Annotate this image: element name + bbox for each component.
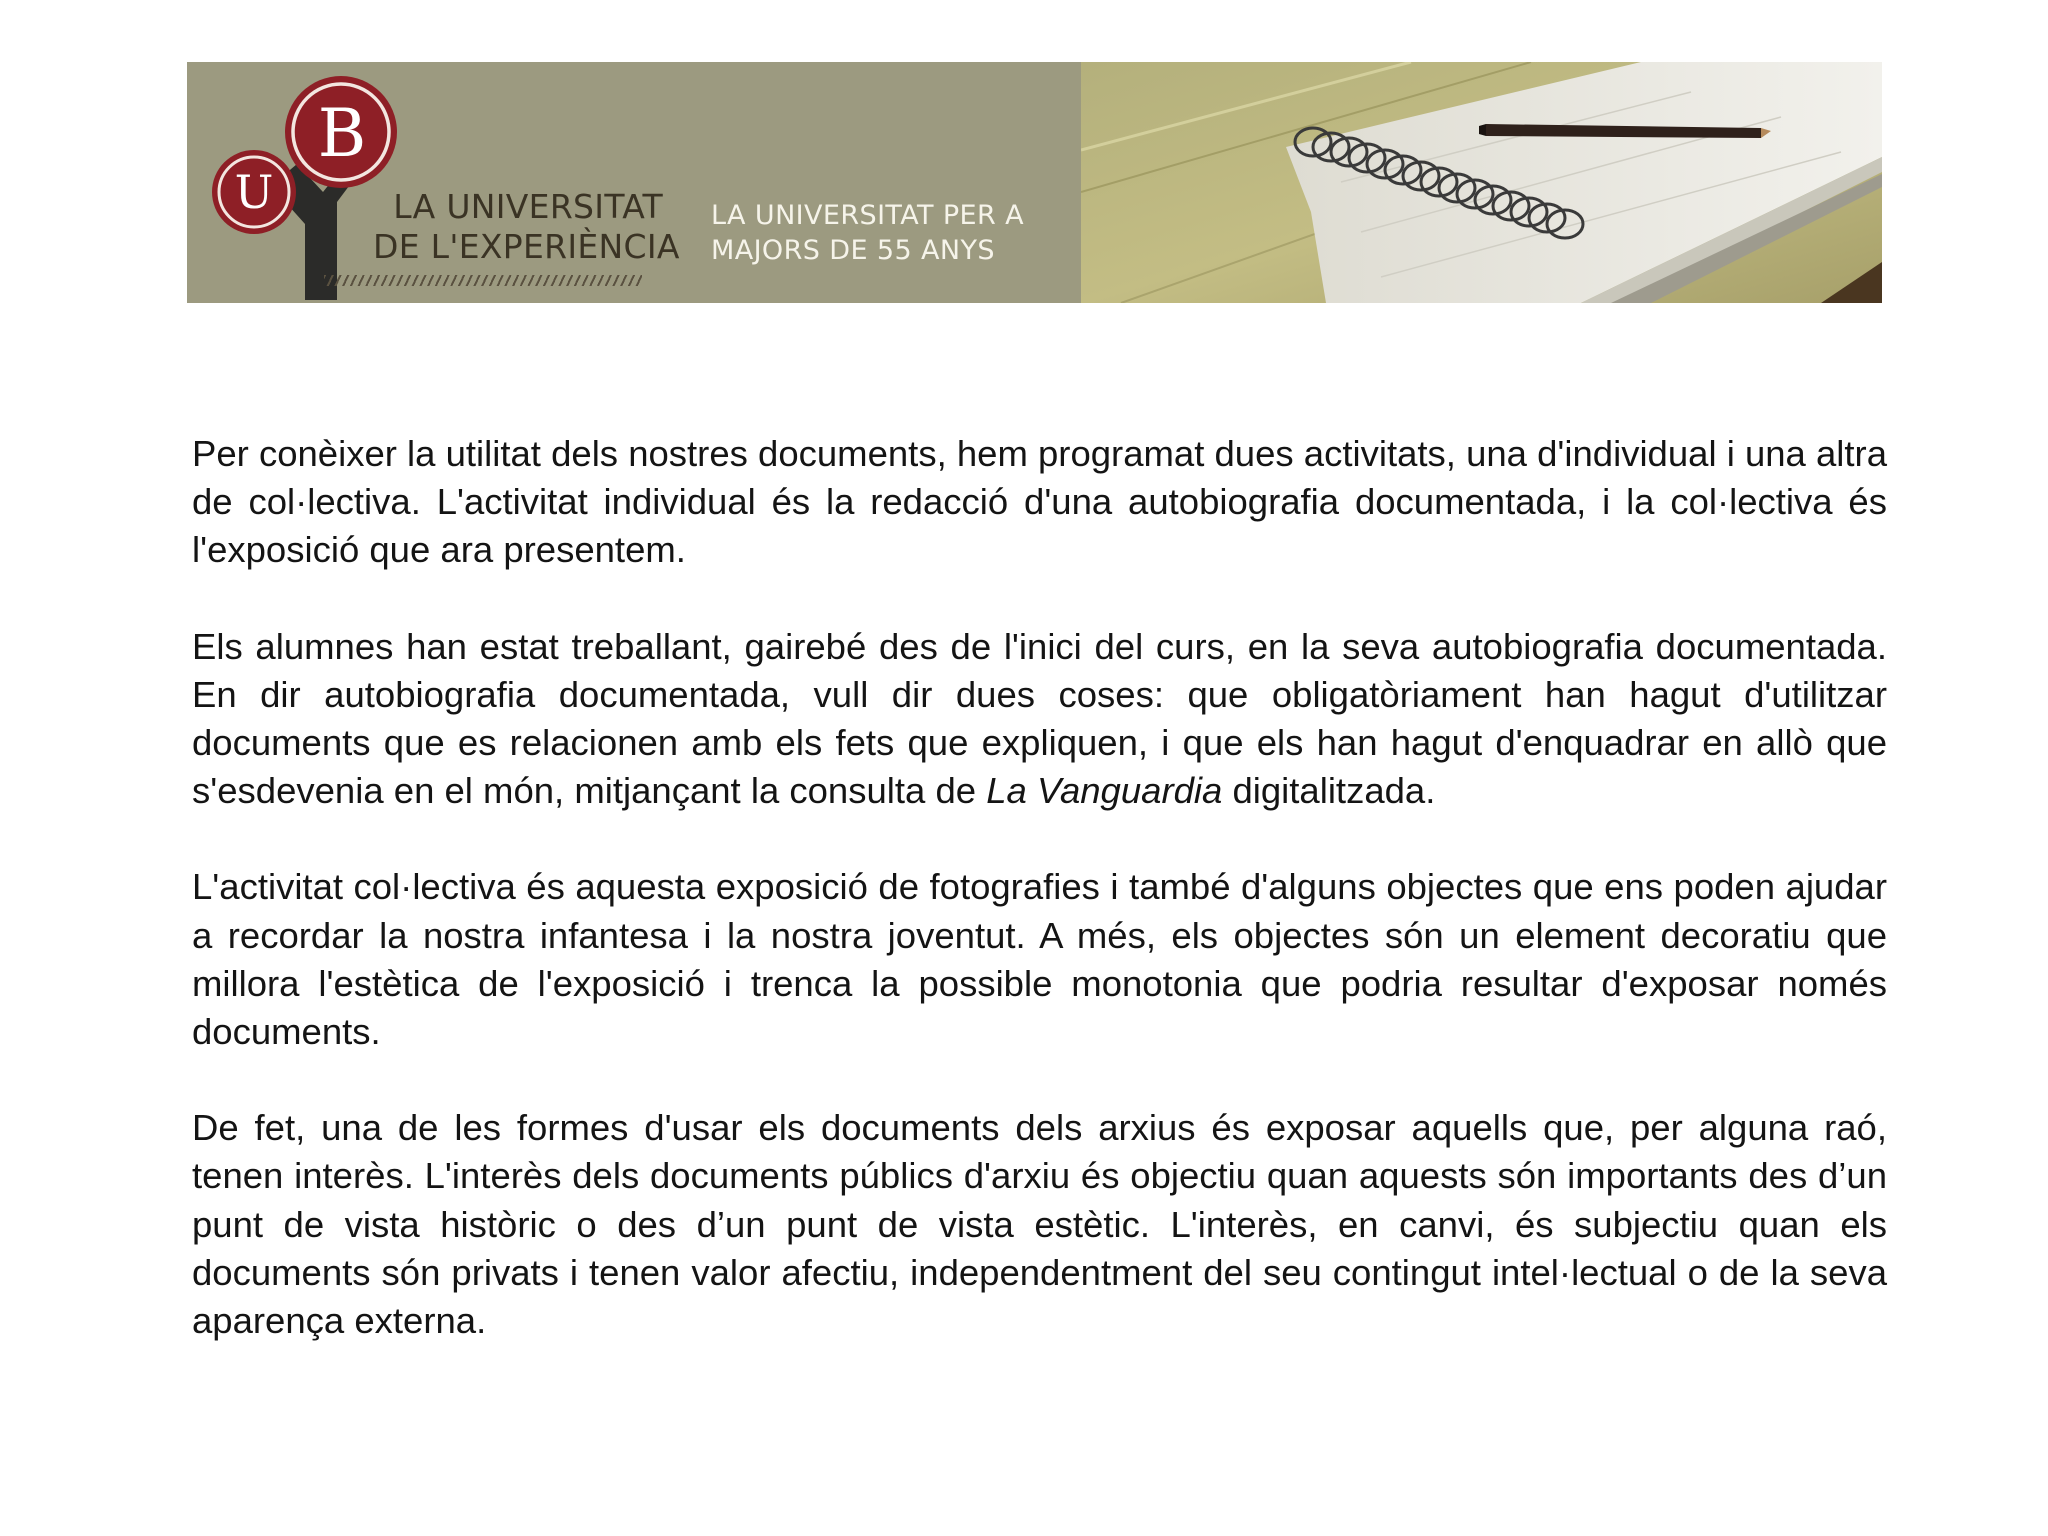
logo-letter-b: B (317, 95, 367, 172)
banner-logo-area (187, 62, 1081, 303)
tagline-line-2: MAJORS DE 55 ANYS (711, 235, 995, 266)
paragraph-2-text-end: digitalitzada. (1222, 770, 1436, 812)
paragraph-4: De fet, una de les formes d'usar els documents dels arxius és exposar aquells que, per alguna raó, tenen interès. L'interès dels documents públics d'arxiu és objectiu quan aquests són importants des d’un punt de vista històric o des d’un punt de vista estètic. L'interès, en canvi, és subjectiu quan els documents són privats i tenen valor afectiu, independentment del seu contingut intel·lectual o de la seva aparença externa. (192, 1107, 1887, 1342)
logo-line-2: DE L'EXPERIÈNCIA (373, 227, 680, 266)
paragraph-3: L'activitat col·lectiva és aquesta exposició de fotografies i també d'alguns objectes que ens poden ajudar a recordar la nostra infantesa i la nostra joventut. A més, els objectes són un element decoratiu que millora l'estètica de l'exposició i trenca la possible monotonia que podria resultar d'exposar només documents. (192, 866, 1887, 1053)
logo-hatch-decoration (324, 275, 642, 286)
logo-letter-u: U (234, 165, 274, 219)
logo-wordmark (373, 187, 680, 267)
logo-line-1: LA UNIVERSITAT (393, 187, 663, 226)
header-banner (187, 62, 1882, 303)
paragraph-2 (192, 623, 1887, 816)
paragraph-1: Per conèixer la utilitat dels nostres documents, hem programat dues activitats, una d'individual i una altra de col·lectiva. L'activitat individual és la redacció d'una autobiografia documentada, i la col·lectiva és l'exposició que ara presentem. (192, 433, 1887, 571)
notebook-pencil-image (1081, 62, 1882, 303)
newspaper-title: La Vanguardia (986, 770, 1223, 812)
article-body (192, 430, 1887, 1345)
tagline-line-1: LA UNIVERSITAT PER A (711, 200, 1025, 231)
notebook-photo-icon (1081, 62, 1882, 303)
paragraph-2-text-start: Els alumnes han estat treballant, gairebé des de l'inici del curs, en la seva autobiografia documentada. En dir autobiografia documentada, vull dir dues coses: que obligatòriament han hagut d'utilitzar documents que es relacionen amb els fets que expliquen, i que els han hagut d'enquadrar en allò que s'esdevenia en el món, mitjançant la consulta de (192, 625, 1887, 812)
banner-tagline (711, 198, 1024, 268)
